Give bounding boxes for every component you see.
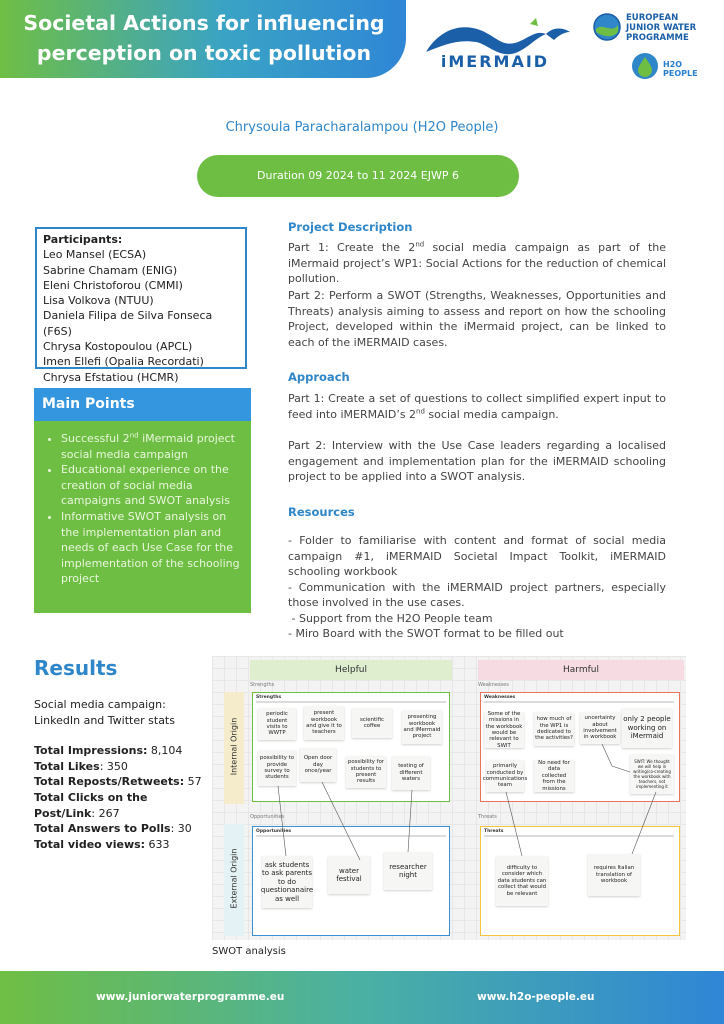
sticky-note: SWIT: We thought we will help in writing/co-creating the workbook with teachers, not implementing it: [630, 754, 674, 794]
title-line-2: perception on toxic pollution: [36, 41, 372, 65]
resource-item: - Support from the H2O People team: [288, 611, 493, 625]
opportunities-tag: Opportunities: [250, 814, 285, 820]
ejwp-globe-icon: [592, 12, 622, 42]
stat-row: Total Clicks on the Post/Link: 267: [34, 790, 148, 820]
resource-item: - Folder to familiarise with content and format of social media campaign #1, iMERMAID Societal Impact Toolkit, iMERMAID schooling workbook: [288, 534, 666, 578]
duration-pill: Duration 09 2024 to 11 2024 EJWP 6: [197, 155, 519, 197]
main-point: • Educational experience on the creation of social media campaigns and SWOT analysis: [61, 462, 243, 509]
ejwp-line-2: JUNIOR WATER: [626, 23, 697, 33]
opportunities-title: Opportunities: [256, 829, 292, 834]
participants-box: [35, 227, 247, 384]
stat-row: Total Reposts/Retweets: 57: [34, 775, 202, 789]
sticky-note: Open door day once/year: [300, 748, 336, 782]
helpful-header: Helpful: [250, 660, 452, 680]
sticky-note: presenting workbook and iMermaid project: [402, 710, 442, 744]
swot-board: [212, 656, 686, 940]
sticky-note: primarily conducted by communications team: [486, 760, 524, 792]
sticky-note: testing of different waters: [392, 756, 430, 790]
strengths-title: Strengths: [256, 695, 282, 700]
resources-list: [288, 533, 666, 642]
participant: Chrysa Efstatiou (HCMR): [43, 370, 179, 384]
participant: Daniela Filipa de Silva Fonseca (F6S): [43, 309, 213, 338]
h2o-drop-icon: [631, 52, 659, 80]
author-line: Chrysoula Paracharalampou (H2O People): [225, 120, 499, 135]
stat-row: Total Answers to Polls: 30: [34, 822, 192, 836]
swot-caption: SWOT analysis: [212, 946, 286, 957]
poster-title: [18, 8, 390, 68]
approach-heading: Approach: [288, 370, 350, 384]
participant: Lisa Volkova (NTUU): [43, 294, 154, 308]
weaknesses-tag: Weaknesses: [478, 682, 509, 688]
main-point: • Successful 2nd iMermaid project social media campaign: [61, 431, 243, 462]
weaknesses-title: Weaknesses: [484, 695, 516, 700]
footer-url-ejwp[interactable]: www.juniorwaterprogramme.eu: [96, 991, 285, 1003]
footer-url-h2o[interactable]: www.h2o-people.eu: [477, 991, 595, 1003]
threats-tag: Threats: [478, 814, 497, 820]
resource-item: - Communication with the iMERMAID project partners, especially those involved in the use cases.: [288, 580, 666, 609]
project-description-part2: Part 2: Perform a SWOT (Strengths, Weaknesses, Opportunities and Threats) analysis aiming to assess and report on how the schooling Project, developed within the iMermaid project, can be linked to each of the iMERMAID cases.: [288, 289, 666, 349]
participant: Leo Mansel (ECSA): [43, 248, 147, 262]
results-intro: Social media campaign: LinkedIn and Twitter stats: [34, 698, 175, 727]
h2o-line-1: H2O: [663, 60, 683, 69]
sticky-note: possibility for students to present results: [346, 756, 386, 788]
sticky-note: possibility to provide survey to students: [258, 750, 296, 786]
sticky-note: how much of the WP1 is dedicated to the activities?: [534, 712, 574, 746]
sticky-note: ask students to ask parents to do questionanaire as well: [262, 856, 312, 908]
sticky-note: periodic student visits to WWTP: [258, 708, 296, 740]
main-points-body: [34, 421, 251, 613]
threats-description: [484, 835, 674, 837]
approach-part1: Part 1: Create a set of questions to collect simplified expert input to feed into iMERMAID’s 2nd social media campaign.: [288, 392, 666, 421]
resource-item: - Miro Board with the SWOT format to be filled out: [288, 627, 564, 640]
sticky-note: uncertainty about involvement in workbook: [580, 712, 620, 744]
ejwp-logo-text: [626, 13, 696, 43]
internal-origin-bar: [224, 692, 244, 804]
main-points-heading: Main Points: [34, 388, 251, 421]
resources-heading: Resources: [288, 505, 355, 519]
sticky-note: difficulty to consider which data students can collect that would be relevant: [496, 856, 548, 906]
internal-origin-label: Internal Origin: [229, 717, 239, 776]
sticky-note: Some of the missions in the workbook would be relevant to SWIT: [485, 710, 523, 749]
ejwp-line-3: PROGRAMME: [626, 33, 689, 43]
threats-title: Threats: [484, 829, 504, 834]
participant: Chrysa Kostopoulou (APCL): [43, 340, 193, 354]
project-description-part1: Part 1: Create the 2nd social media campaign as part of the iMermaid project’s WP1: Social Actions for the reduction of chemical pollution.: [288, 240, 666, 285]
strengths-tag: Strengths: [250, 682, 275, 688]
participant: Sabrine Chamam (ENIG): [43, 263, 178, 277]
h2o-people-logo-text: [663, 60, 698, 78]
main-point: • Informative SWOT analysis on the implementation plan and needs of each Use Case for the implementation of the schooling project: [61, 509, 243, 587]
sticky-note: No need for data collected from the missions: [534, 760, 574, 792]
external-origin-bar: [224, 824, 244, 936]
external-origin-label: External Origin: [229, 848, 239, 909]
participant: Eleni Christoforou (CMMI): [43, 278, 183, 292]
results-heading: Results: [34, 656, 118, 680]
sticky-note: requires Italian translation of workbook: [588, 854, 640, 896]
stat-row: Total video views: 633: [34, 837, 170, 851]
strengths-description: [256, 701, 446, 703]
title-line-1: Societal Actions for influencing: [23, 11, 385, 35]
opportunities-description: [256, 835, 446, 837]
imermaid-logo-text: iMERMAID: [440, 52, 550, 71]
sticky-note: only 2 people working on iMermaid: [622, 708, 672, 748]
stat-row: Total Likes: 350: [34, 759, 128, 773]
approach-part2: Part 2: Interview with the Use Case leaders regarding a localised engagement and implementation plan for the iMERMAID schooling project to be applied into a SWOT analysis.: [288, 439, 666, 483]
results-stats: [34, 697, 209, 852]
participants-heading: Participants:: [43, 233, 123, 246]
weaknesses-description: [484, 701, 674, 703]
sticky-note: present workbook and give it to teachers: [304, 706, 344, 740]
sticky-note: water festival: [328, 856, 370, 894]
sticky-note: researcher night: [384, 852, 432, 890]
sticky-note: scientific coffee: [352, 708, 392, 738]
project-description-heading: Project Description: [288, 220, 413, 234]
participant: Imen Ellefi (Opalia Recordati): [43, 355, 204, 369]
harmful-header: Harmful: [478, 660, 684, 680]
ejwp-line-1: EUROPEAN: [626, 13, 679, 23]
stat-row: Total Impressions: 8,104: [34, 744, 183, 758]
h2o-line-2: PEOPLE: [663, 69, 698, 78]
